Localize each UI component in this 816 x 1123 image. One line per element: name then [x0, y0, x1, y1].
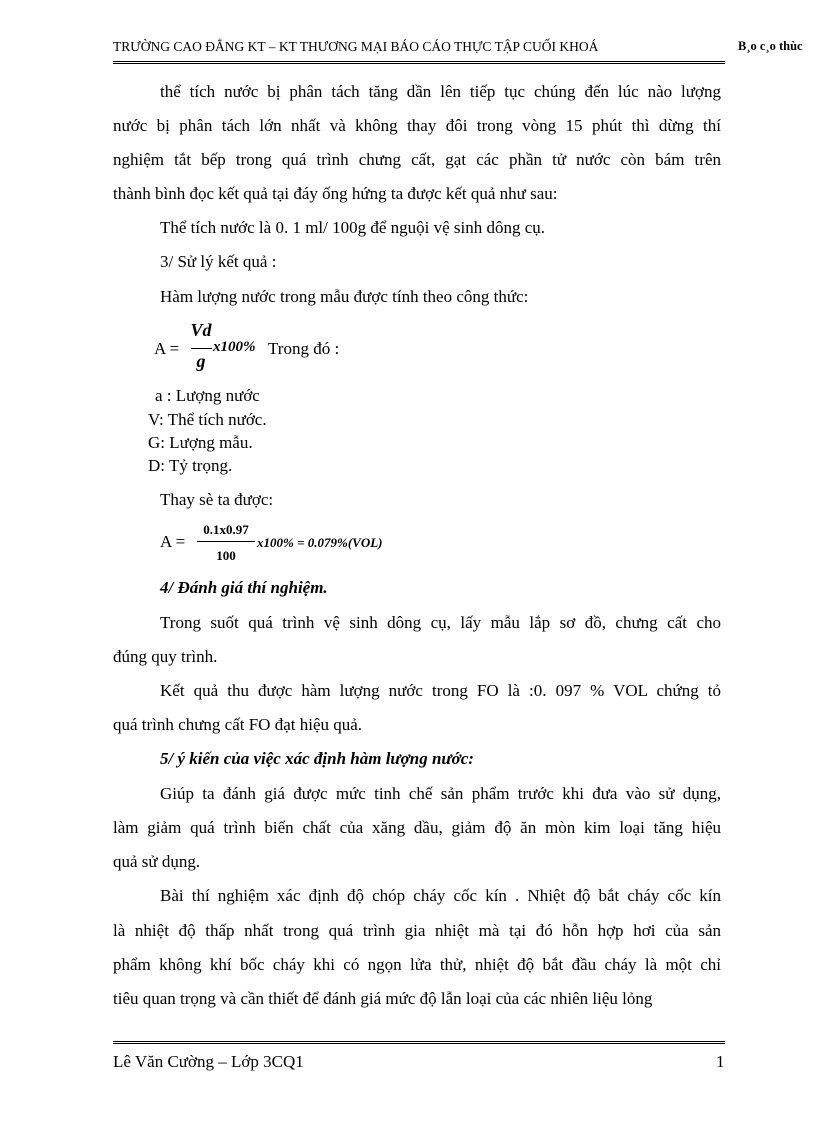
- footer-author: Lê Văn Cường – Lớp 3CQ1: [113, 1052, 304, 1071]
- para5-line-2: quá trình chưng cất FO đạt hiệu quả.: [113, 715, 363, 734]
- para7-line-2: là nhiệt độ thấp nhất trong quá trình gia nhiệt mà tại đó hỗn hợp hơi của sản: [113, 921, 721, 940]
- formula-2-denominator: 100: [216, 548, 236, 563]
- substitute-line: Thay sè ta được:: [160, 490, 274, 509]
- para6-line-1: Giúp ta đánh giá được mức tinh chế sản phẩm trước khi đưa vào sử dụng,: [160, 784, 721, 803]
- para7-line-1: Bài thí nghiệm xác định độ chóp cháy cốc kín . Nhiệt độ bắt cháy cốc kín: [160, 886, 721, 905]
- header-side-label: B¸o c¸o thùc: [738, 39, 803, 53]
- formula-1-denominator: g: [196, 351, 206, 371]
- formula-1: [154, 320, 454, 376]
- para1-line-4: thành bình đọc kết quả tại đáy ống hứng ta được kết quả như sau:: [113, 184, 558, 203]
- formula-1-suffix: Trong đó :: [268, 339, 340, 358]
- para1-line-2: nước bị phân tách lớn nhất và không thay đôi trong vòng 15 phút thì dừng thí: [113, 116, 721, 135]
- definition-d: D: Tỷ trọng.: [148, 456, 233, 475]
- formula-2: [160, 522, 460, 568]
- definition-g: G: Lượng mẫu.: [148, 433, 253, 452]
- formula-intro: Hàm lượng nước trong mẫu được tính theo công thức:: [160, 287, 529, 306]
- definition-a: a : Lượng nước: [155, 386, 260, 405]
- para4-line-2: đúng quy trình.: [113, 647, 218, 666]
- para6-line-3: quả sử dụng.: [113, 852, 201, 871]
- formula-1-factor: x100%: [213, 339, 256, 355]
- page-number: 1: [716, 1052, 725, 1071]
- formula-1-lhs: A =: [154, 339, 180, 358]
- heading-4: 4/ Đánh giá thí nghiệm.: [160, 578, 328, 597]
- para7-line-3: phẩm không khí bốc cháy khi có ngọn lửa thử, nhiệt độ bắt đầu cháy là một chỉ: [113, 955, 721, 974]
- page-header: [113, 39, 816, 59]
- para4-line-1: Trong suốt quá trình vệ sinh dông cụ, lấy mẫu lắp sơ đồ, chưng cất cho: [160, 613, 721, 632]
- header-school: TRƯỜNG CAO ĐẲNG KT – KT THƯƠNG MẠI BÁO CÁO THỰC TẬP CUỐI KHOÁ: [113, 39, 599, 54]
- header-rule: [113, 61, 725, 64]
- formula-2-lhs: A =: [160, 532, 186, 551]
- formula-2-numerator: 0.1x0.97: [203, 522, 249, 537]
- volume-line: Thể tích nước là 0. 1 ml/ 100g để nguội vệ sinh dông cụ.: [160, 218, 546, 237]
- para7-line-4: tiêu quan trọng và cần thiết để đánh giá mức độ lẫn loại của các nhiên liệu lỏng: [113, 989, 653, 1008]
- para1-line-1: thể tích nước bị phân tách tăng dần lên tiếp tục chúng đến lúc nào lượng: [160, 82, 721, 101]
- para1-line-3: nghiệm tắt bếp trong quá trình chưng cất, gạt các phần tử nước còn bám trên: [113, 150, 721, 169]
- para5-line-1: Kết quả thu được hàm lượng nước trong FO là :0. 097 % VOL chứng tỏ: [160, 681, 721, 700]
- formula-2-rhs: x100% = 0.079%(VOL): [257, 535, 383, 550]
- step3-title: 3/ Sử lý kết quả :: [160, 252, 277, 271]
- formula-1-numerator: Vd: [190, 320, 212, 340]
- para6-line-2: làm giảm quá trình biến chất của xăng dầu, giảm độ ăn mòn kim loại tăng hiệu: [113, 818, 721, 837]
- formula-1-fraction-bar: [191, 348, 212, 349]
- footer-rule: [113, 1041, 725, 1044]
- formula-2-fraction-bar: [197, 541, 255, 542]
- definition-v: V: Thể tích nước.: [148, 410, 267, 429]
- heading-5: 5/ ý kiến của việc xác định hàm lượng nước:: [160, 749, 474, 768]
